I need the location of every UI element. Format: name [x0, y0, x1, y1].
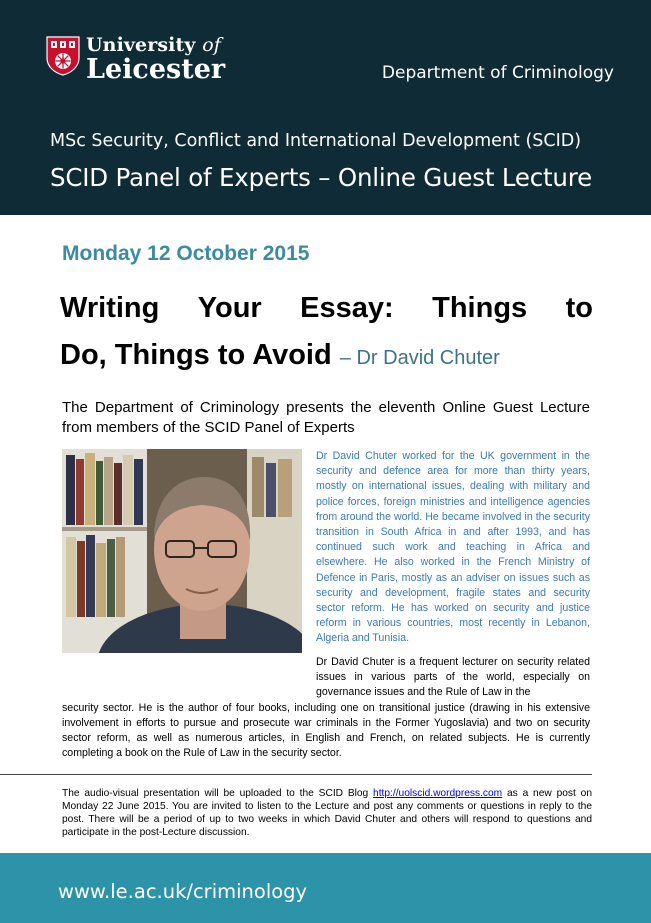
notice-text [62, 787, 592, 839]
university-shield-icon [46, 36, 80, 76]
notice-after-link: as a new post on Monday 22 June 2015. You are invited to listen to the Lecture and post any comments or questions in reply to the post. There will be a period of up to two weeks in which David Chuter and others will respond to questions and participate in the post-Lecture discussion. [62, 788, 592, 838]
title-word: Essay: [300, 292, 394, 324]
panel-title: SCID Panel of Experts – Online Guest Lecture [50, 163, 592, 192]
intro-text: The Department of Criminology presents the eleventh Online Guest Lecture from members of the SCID Panel of Experts [62, 399, 590, 436]
title-word: Your [197, 292, 262, 324]
title-word: Writing [60, 292, 160, 324]
bio-paragraph-2-indented: Dr David Chuter is a frequent lecturer on security related issues in various parts of the world, especially on governance issues and the Rule of Law in the [316, 656, 590, 699]
bio-paragraph-2 [62, 655, 590, 761]
bio-paragraph-2-rest: security sector. He is the author of four books, including one on transitional justice (drawing in his extensive involvement in efforts to pursue and prosecute war criminals in the Former Yugoslavia) and two on security sector reform, as well as numerous articles, in English and French, on related subjects. He is currently completing a book on the Rule of Law in the security sector. [62, 701, 590, 760]
scid-blog-link[interactable]: http://uolscid.wordpress.com [373, 788, 503, 799]
programme-name: MSc Security, Conflict and International Development (SCID) [50, 131, 582, 151]
title-line-1 [60, 285, 593, 332]
university-logo[interactable] [46, 36, 225, 83]
notice-before-link: The audio-visual presentation will be uploaded to the SCID Blog [62, 788, 374, 799]
department-name: Department of Criminology [381, 63, 614, 83]
logo-line-2: Leicester [86, 54, 226, 85]
logo-wordmark [86, 36, 225, 83]
bio-paragraph-1: Dr David Chuter worked for the UK government in the security and defence area for more than thirty years, mostly on international issues, dealing with military and police forces, foreign ministries and intelligence agencies from around the world. He became involved in the security transition in South Africa in and after 1993, and has continued such work and teaching in Africa and elsewhere. He also worked in the French Ministry of Defence in Paris, mostly as an adviser on issues such as security and development, fragile states and security sector reform. He has worked on security and justice reform in various countries, most recently in Lebanon, Algeria and Tunisia. [316, 450, 590, 645]
logo-of-text: of [202, 34, 221, 56]
speaker-name: – Dr David Chuter [339, 347, 500, 369]
title-word: Things [432, 292, 528, 324]
header-banner [0, 0, 651, 215]
title-word: to [565, 292, 593, 324]
title-line-2-text: Do, Things to Avoid [60, 339, 332, 371]
logo-university-text: University [86, 34, 196, 56]
event-date: Monday 12 October 2015 [62, 242, 310, 265]
divider [0, 774, 592, 775]
footer-url[interactable]: www.le.ac.uk/criminology [58, 880, 308, 903]
logo-line-1 [86, 36, 225, 55]
title-line-2 [60, 332, 593, 382]
speaker-photo-graphic [62, 449, 302, 653]
lecture-title [60, 285, 593, 382]
speaker-photo [62, 449, 302, 653]
